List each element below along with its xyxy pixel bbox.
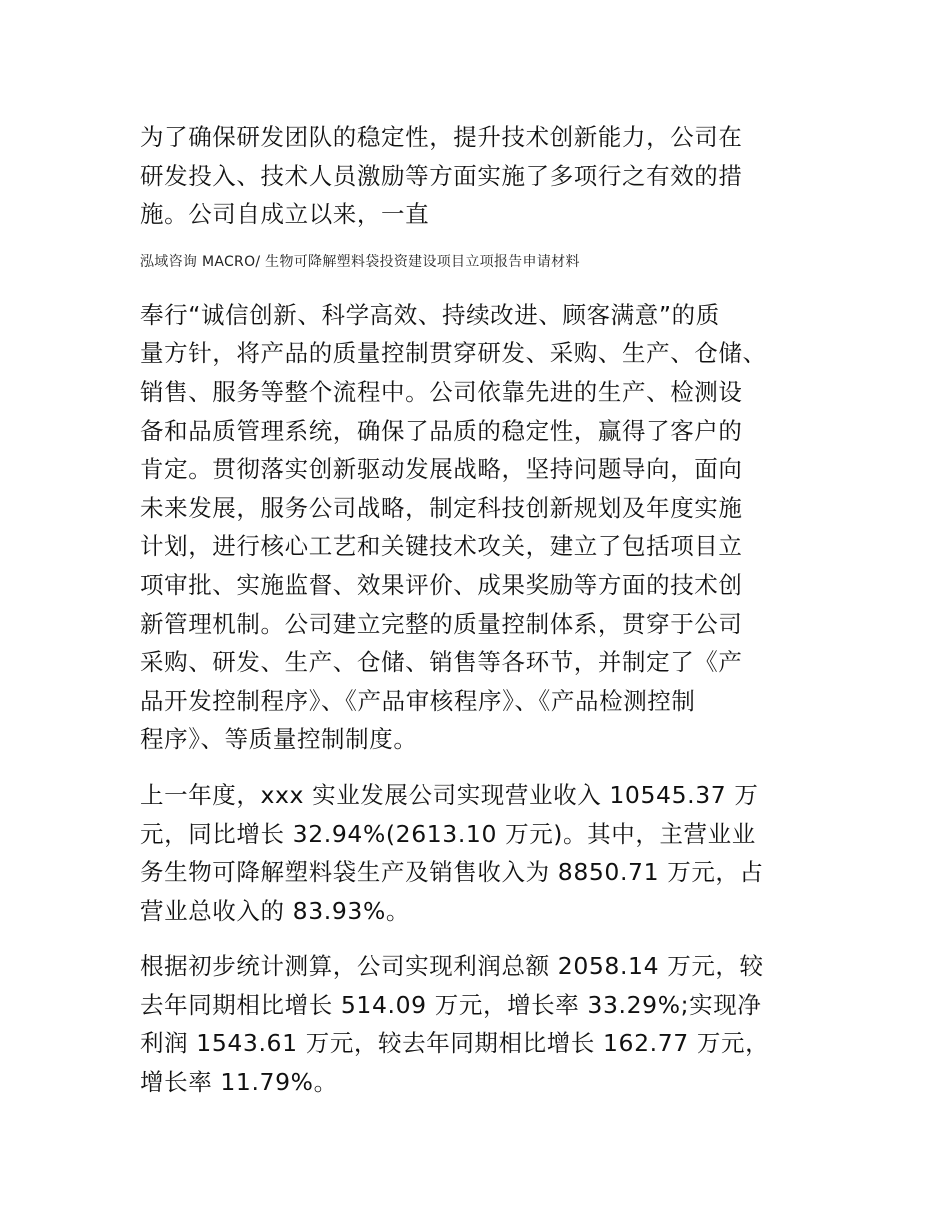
document-page (140, 118, 815, 1102)
text-line: 销售、服务等整个流程中。公司依靠先进的生产、检测设 (140, 377, 743, 406)
text-line: 根据初步统计测算，公司实现利润总额 2058.14 万元，较 (140, 952, 764, 981)
text-line: 增长率 11.79%。 (140, 1068, 338, 1097)
text-line: 程序》、等质量控制制度。 (140, 725, 418, 754)
text-line: 新管理机制。公司建立完整的质量控制体系，贯穿于公司 (140, 609, 743, 638)
paragraph-profit (140, 947, 815, 1101)
text-line: 务生物可降解塑料袋生产及销售收入为 8850.71 万元，占 (140, 858, 764, 887)
text-line: 研发投入、技术人员激励等方面实施了多项行之有效的措 (140, 161, 743, 190)
text-line: 采购、研发、生产、仓储、销售等各环节，并制定了《产 (140, 648, 743, 677)
text-line: 施。公司自成立以来，一直 (140, 200, 430, 229)
paragraph-quality-policy (140, 296, 815, 759)
text-line: 量方针，将产品的质量控制贯穿研发、采购、生产、仓储、 (140, 339, 767, 368)
text-line: 肯定。贯彻落实创新驱动发展战略，坚持问题导向，面向 (140, 455, 743, 484)
text-line: 上一年度，xxx 实业发展公司实现营业收入 10545.37 万 (140, 780, 759, 809)
text-line: 为了确保研发团队的稳定性，提升技术创新能力，公司在 (140, 123, 743, 151)
text-line: 未来发展，服务公司战略，制定科技创新规划及年度实施 (140, 493, 743, 522)
text-line: 品开发控制程序》、《产品审核程序》、《产品检测控制 (140, 686, 696, 715)
text-line: 项审批、实施监督、效果评价、成果奖励等方面的技术创 (140, 570, 743, 599)
text-line: 计划，进行核心工艺和关键技术攻关，建立了包括项目立 (140, 532, 743, 561)
text-line: 奉行“诚信创新、科学高效、持续改进、顾客满意”的质 (140, 300, 720, 329)
text-line: 营业总收入的 83.93%。 (140, 896, 410, 925)
text-line: 备和品质管理系统，确保了品质的稳定性，赢得了客户的 (140, 416, 743, 445)
text-line: 利润 1543.61 万元，较去年同期相比增长 162.77 万元， (140, 1029, 770, 1058)
text-line: 元，同比增长 32.94%(2613.10 万元)。其中，主营业业 (140, 819, 756, 848)
text-line: 去年同期相比增长 514.09 万元，增长率 33.29%;实现净 (140, 990, 762, 1019)
paragraph-rd-stability (140, 118, 815, 234)
running-header: 泓域咨询 MACRO/ 生物可降解塑料袋投资建设项目立项报告申请材料 (140, 253, 580, 270)
paragraph-revenue (140, 776, 815, 930)
